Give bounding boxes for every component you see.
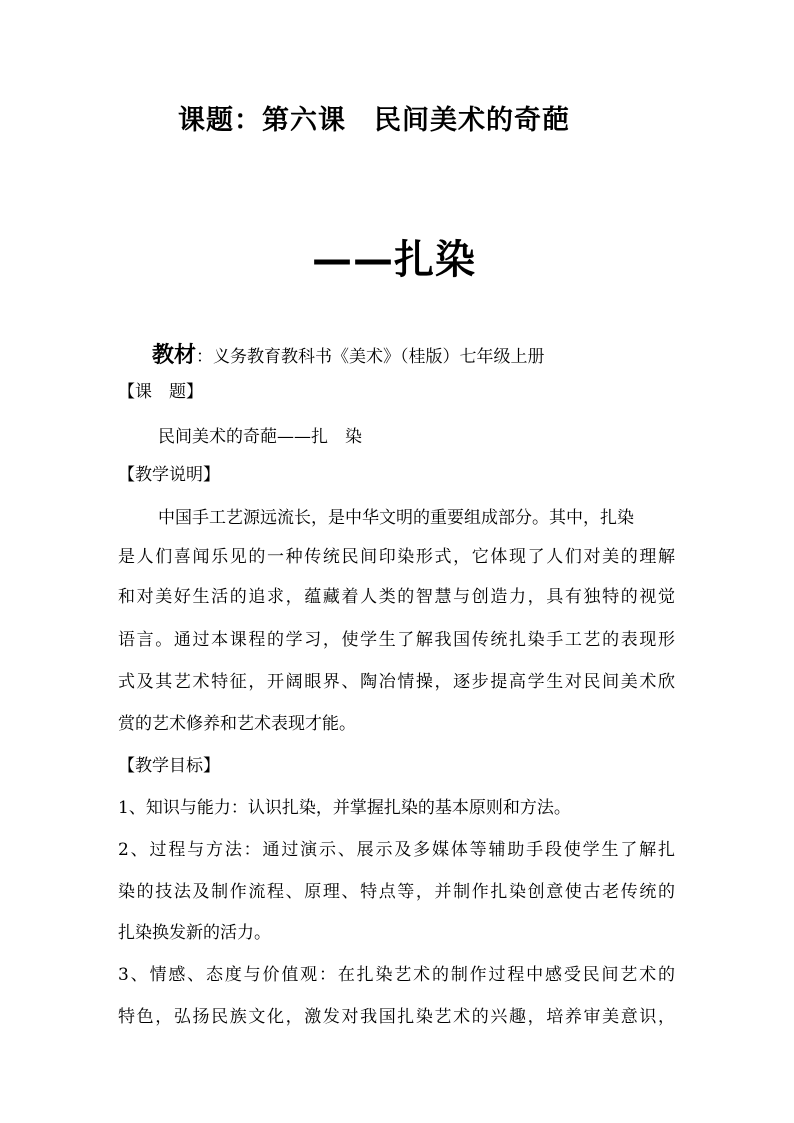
page-title: 课题：第六课 民间美术的奇葩 [178,105,570,136]
description-line: 中国手工艺源远流长，是中华文明的重要组成部分。其中，扎染 [158,508,634,528]
objective-line: 1、知识与能力：认识扎染，并掌握扎染的基本原则和方法。 [118,798,571,818]
objective-line: 3、情感、态度与价值观：在扎染艺术的制作过程中感受民间艺术的 [118,965,675,985]
textbook-label: 教材 [152,343,197,368]
topic-heading: 【课 题】 [118,382,203,402]
objective-line: 特色，弘扬民族文化，激发对我国扎染艺术的兴趣，培养审美意识， [118,1007,675,1027]
topic-content: 民间美术的奇葩——扎 染 [158,427,362,447]
description-line: 式及其艺术特征，开阔眼界、陶冶情操，逐步提高学生对民间美术欣 [118,672,675,692]
description-heading: 【教学说明】 [118,465,220,485]
textbook-line [152,338,545,369]
description-line: 语言。通过本课程的学习，使学生了解我国传统扎染手工艺的表现形 [118,630,675,650]
objectives-heading: 【教学目标】 [118,756,220,776]
objective-line: 2、过程与方法：通过演示、展示及多媒体等辅助手段使学生了解扎 [118,840,675,860]
description-line: 是人们喜闻乐见的一种传统民间印染形式，它体现了人们对美的理解 [118,547,675,567]
page-subtitle: ——扎染 [312,237,476,283]
objective-line: 扎染换发新的活力。 [118,923,271,943]
objective-line: 染的技法及制作流程、原理、特点等，并制作扎染创意使古老传统的 [118,882,675,902]
textbook-colon: ： [196,347,214,367]
description-line: 赏的艺术修养和艺术表现才能。 [118,714,356,734]
textbook-value: 义务教育教科书《美术》（桂版）七年级上册 [213,347,545,367]
description-line: 和对美好生活的追求，蕴藏着人类的智慧与创造力，具有独特的视觉 [118,587,675,607]
